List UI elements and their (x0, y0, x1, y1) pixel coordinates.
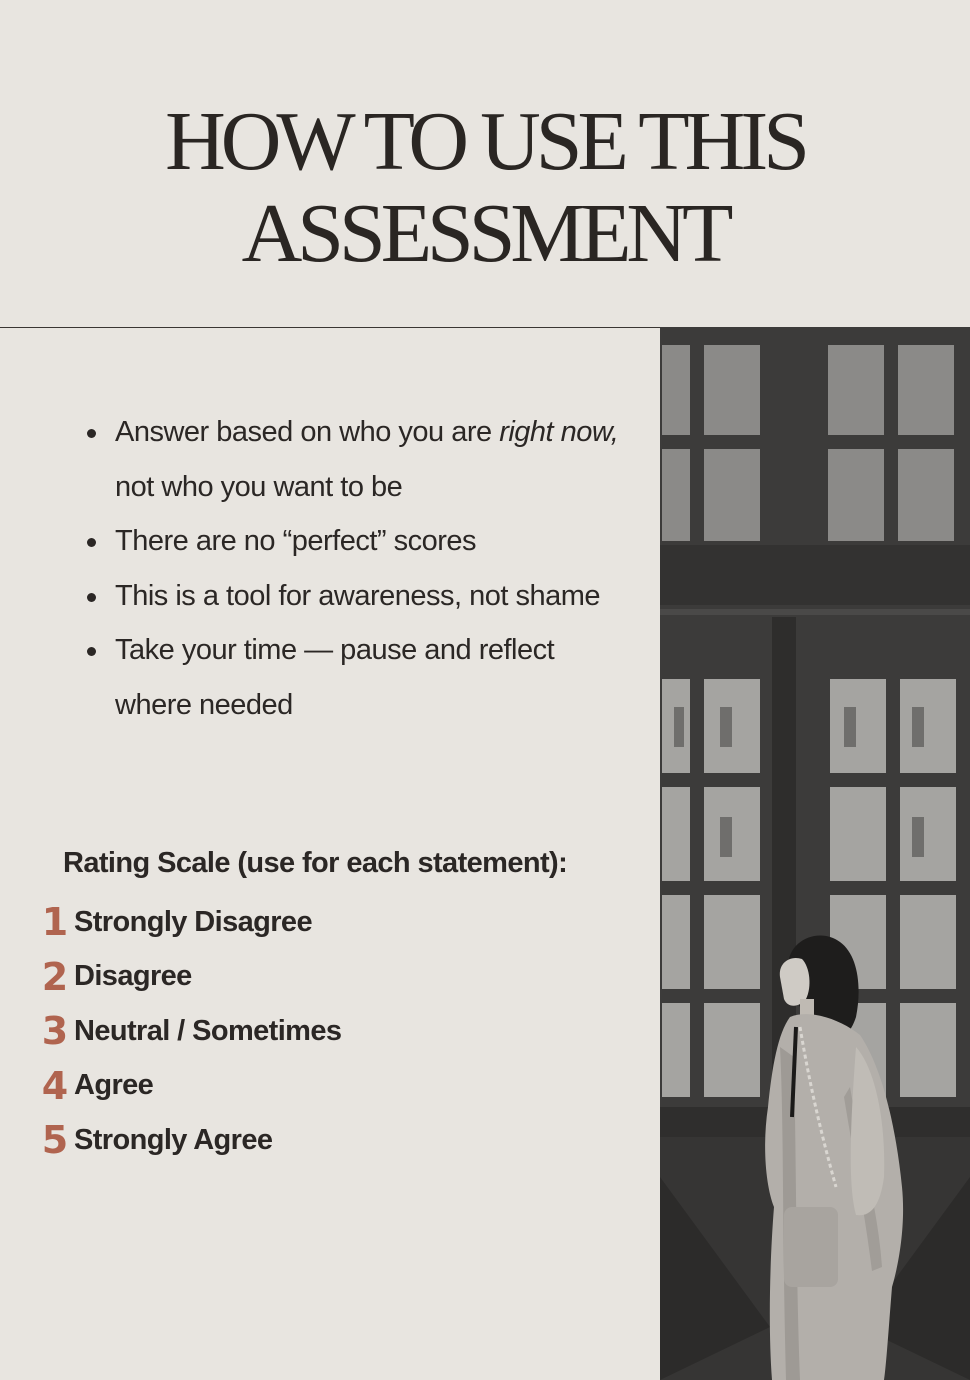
instruction-item (80, 569, 620, 624)
instruction-text: Answer based on who you are (115, 416, 500, 448)
instruction-text: Take your time — pause and reflect where needed (115, 634, 555, 721)
instruction-emphasis: right now, (499, 416, 619, 448)
rating-number: 4 (41, 1063, 69, 1108)
rating-label: Neutral / Sometimes (74, 1014, 342, 1047)
instruction-item (80, 514, 620, 569)
woman-by-door-photo (660, 327, 970, 1380)
rating-scale-heading: Rating Scale (use for each statement): (63, 847, 568, 879)
rating-label: Strongly Disagree (74, 905, 312, 938)
photo-illustration (660, 327, 970, 1380)
instruction-item (80, 405, 620, 514)
rating-scale-item (36, 1113, 341, 1168)
rating-scale-item (36, 895, 341, 950)
rating-scale-item (36, 1059, 341, 1114)
rating-number: 3 (41, 1009, 69, 1054)
rating-number: 1 (41, 900, 69, 945)
rating-scale-list (36, 895, 341, 1168)
rating-number: 5 (41, 1118, 69, 1163)
rating-label: Disagree (74, 960, 192, 993)
section-divider (0, 327, 660, 328)
instruction-text: not who you want to be (115, 470, 403, 503)
rating-scale-item (36, 1004, 341, 1059)
rating-label: Strongly Agree (74, 1123, 273, 1156)
instruction-item (80, 623, 620, 732)
page-title-line-2: ASSESSMENT (241, 187, 729, 280)
page-title-line-1: HOW TO USE THIS (165, 95, 805, 188)
rating-scale-item (36, 950, 341, 1005)
instruction-text: There are no “perfect” scores (115, 525, 477, 557)
instructions-list (80, 405, 620, 732)
page-title (0, 96, 970, 280)
rating-label: Agree (74, 1069, 154, 1102)
rating-number: 2 (41, 954, 69, 999)
instruction-text: This is a tool for awareness, not shame (115, 579, 601, 612)
